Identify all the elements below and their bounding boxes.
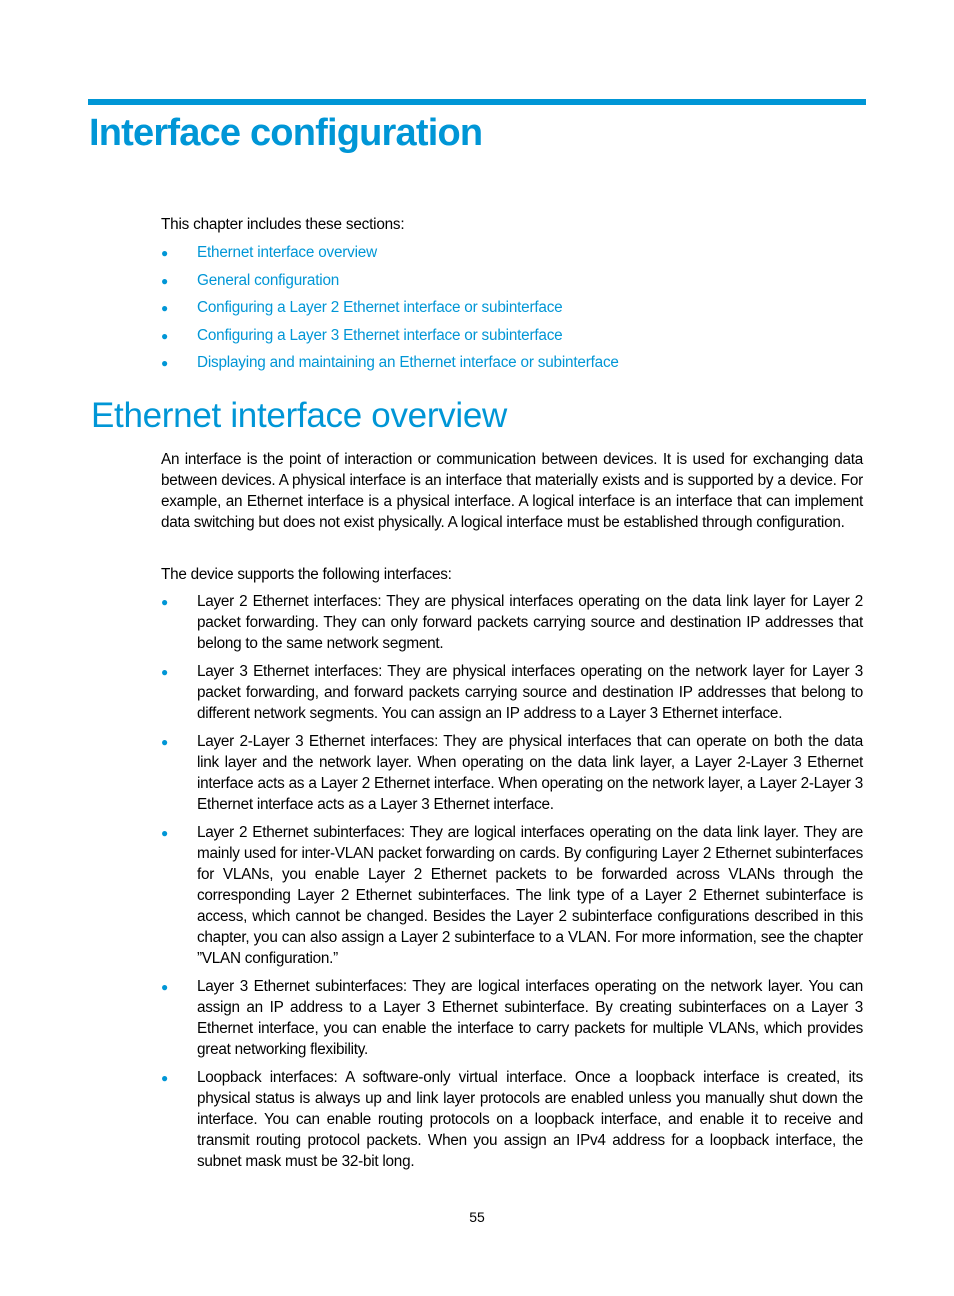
list-item-text: Layer 2-Layer 3 Ethernet interfaces: They are physical interfaces that can operate on both the data link layer and the network layer. When operating on the data link layer, a Layer 2-Layer 3 Ethernet interface acts as a Layer 2 Ethernet interface. When operating on the network layer, a Layer 2-Layer 3 Ethernet interface acts as a Layer 3 Ethernet interface. [197, 733, 863, 813]
list-item-text: Loopback interfaces: A software-only virtual interface. Once a loopback interface is created, its physical status is always up and link layer protocols are enabled unless you manually shut down the interface. You can enable routing protocols on a loopback interface, and enable it to receive and transmit routing protocol packets. When you assign an IPv4 address for a loopback interface, the subnet mask must be 32-bit long. [197, 1069, 863, 1170]
bullet-icon: ● [161, 356, 169, 370]
bullet-icon: ● [161, 273, 169, 288]
toc-item [161, 298, 861, 326]
link-ethernet-interface-overview[interactable]: Ethernet interface overview [197, 244, 377, 261]
bullet-icon: ● [161, 246, 169, 260]
toc-item [161, 243, 861, 271]
link-displaying-maintaining[interactable]: Displaying and maintaining an Ethernet interface or subinterface [197, 354, 619, 371]
list-item-text: Layer 2 Ethernet interfaces: They are physical interfaces operating on the data link layer for Layer 2 packet forwarding. They can only forward packets carrying source and destination IP addresses that belong to the same network segment. [197, 593, 863, 652]
list-item [161, 976, 863, 1060]
toc-item [161, 353, 861, 381]
link-general-configuration[interactable]: General configuration [197, 271, 340, 289]
section-link-list [161, 243, 861, 381]
list-item [161, 661, 863, 724]
list-item [161, 731, 863, 815]
body-paragraph: The device supports the following interfaces: [161, 566, 452, 583]
bullet-icon: ● [161, 735, 168, 749]
list-item-text: Layer 2 Ethernet subinterfaces: They are logical interfaces operating on the data link layer. They are mainly used for inter-VLAN packet forwarding on cards. By configuring Layer 2 Ethernet subinterfaces for VLANs, you enable Layer 2 Ethernet packets to be forwarded across VLANs through the corresponding Layer 2 Ethernet subinterfaces. The link type of a Layer 2 Ethernet subinterface is access, which cannot be changed. Besides the Layer 2 subinterface configurations described in this chapter, you can also assign a Layer 2 subinterface to a VLAN. For more information, see the chapter ”VLAN configuration.” [197, 824, 863, 967]
bullet-icon: ● [161, 665, 168, 679]
bullet-icon: ● [161, 980, 168, 994]
bullet-icon: ● [161, 595, 168, 609]
bullet-icon: ● [161, 328, 169, 343]
list-item-text: Layer 3 Ethernet subinterfaces: They are logical interfaces operating on the network layer. You can assign an IP address to a Layer 3 Ethernet subinterface. By creating subinterfaces on a Layer 3 Ethernet interface, you can enable the interface to carry packets for multiple VLANs, which provides great networking flexibility. [197, 978, 863, 1058]
link-configuring-layer3[interactable]: Configuring a Layer 3 Ethernet interface or subinterface [197, 326, 563, 344]
link-configuring-layer2[interactable]: Configuring a Layer 2 Ethernet interface or subinterface [197, 299, 563, 316]
chapter-title-rule [88, 99, 866, 105]
list-item-text: Layer 3 Ethernet interfaces: They are physical interfaces operating on the network layer for Layer 3 packet forwarding, and forward packets carrying source and destination IP addresses that belong to different network segments. You can assign an IP address to a Layer 3 Ethernet interface. [197, 663, 863, 722]
body-paragraph: An interface is the point of interaction or communication between devices. It is used for exchanging data between devices. A physical interface is an interface that materially exists and is supported by a device. For example, an Ethernet interface is a physical interface. A logical interface is an interface that can implement data switching but does not exist physically. A logical interface must be established through configuration. [161, 451, 863, 531]
bullet-icon: ● [161, 826, 168, 840]
toc-item [161, 326, 861, 354]
bullet-icon: ● [161, 1071, 168, 1085]
chapter-title: Interface configuration [89, 112, 483, 154]
intro-text: This chapter includes these sections: [161, 216, 405, 233]
toc-item [161, 271, 861, 299]
bullet-icon: ● [161, 301, 169, 315]
interface-type-list [161, 591, 863, 1179]
section-title: Ethernet interface overview [91, 396, 508, 435]
page-number: 55 [469, 1209, 485, 1225]
list-item [161, 822, 863, 969]
list-item [161, 1067, 863, 1172]
list-item [161, 591, 863, 654]
